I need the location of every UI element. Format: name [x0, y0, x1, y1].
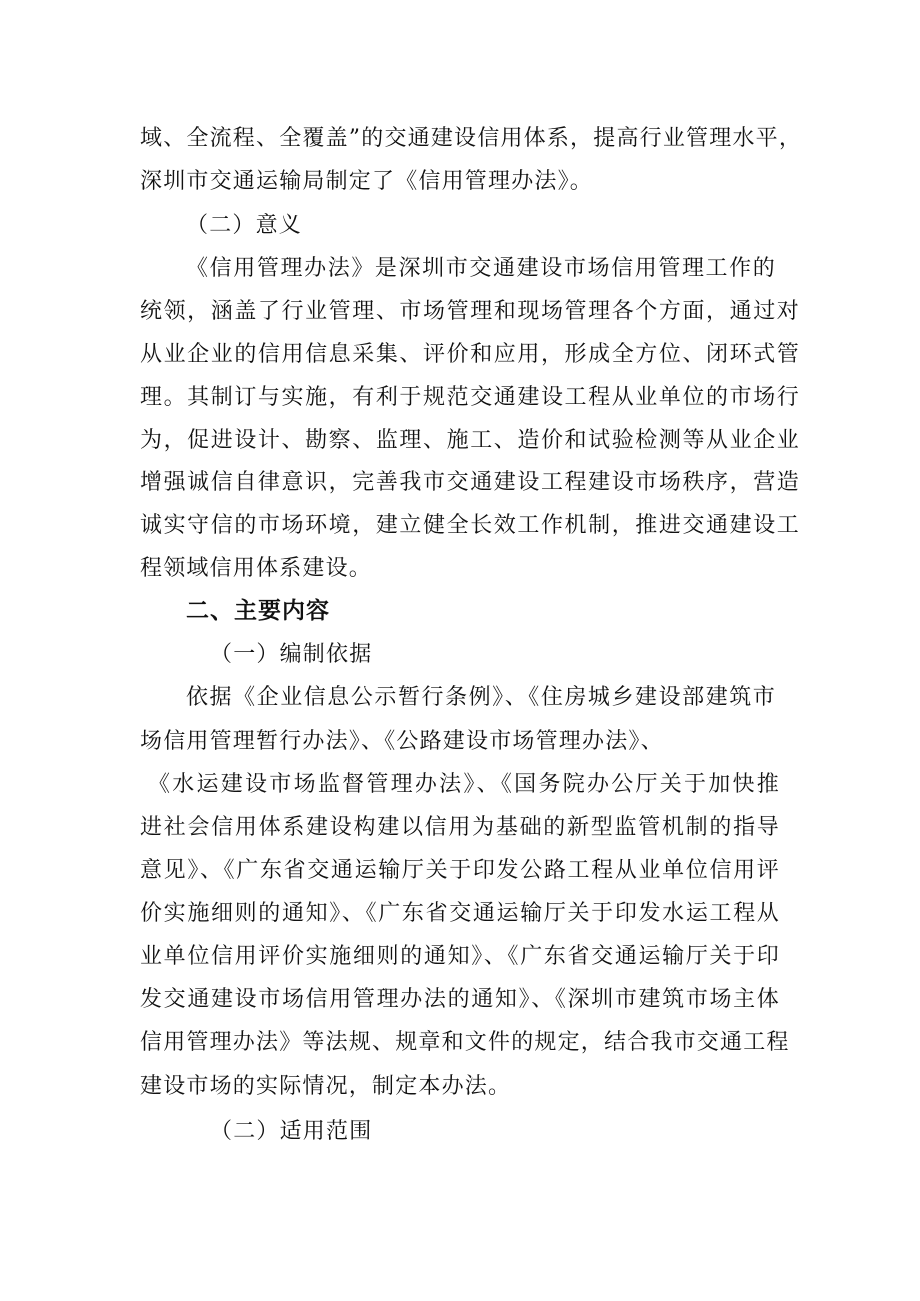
paragraph-line: 意见》、《广东省交通运输厅关于印发公路工程从业单位信用评 — [140, 858, 780, 883]
section-subheading: （二）意义 — [186, 213, 303, 238]
paragraph-line: 域、全流程、全覆盖”的交通建设信用体系，提高行业管理水平， — [140, 126, 803, 151]
paragraph-line: 诚实守信的市场环境，建立健全长效工作机制，推进交通建设工 — [140, 513, 800, 538]
paragraph-line: 统领，涵盖了行业管理、市场管理和现场管理各个方面，通过对 — [140, 299, 800, 324]
paragraph-line: 信用管理办法》等法规、规章和文件的规定，结合我市交通工程 — [140, 1030, 790, 1055]
paragraph-line: 为，促进设计、勘察、监理、施工、造价和试验检测等从业企业 — [140, 428, 800, 453]
paragraph-line: 依据《企业信息公示暂行条例》、《住房城乡建设部建筑市 — [186, 685, 776, 710]
paragraph-line: 《水运建设市场监督管理办法》、《国务院办公厅关于加快推 — [148, 772, 780, 797]
paragraph-line: 场信用管理暂行办法》、《公路建设市场管理办法》、 — [140, 729, 664, 754]
section-subheading: （一）编制依据 — [210, 642, 373, 667]
paragraph-line: 理。其制订与实施，有利于规范交通建设工程从业单位的市场行 — [140, 385, 800, 410]
paragraph-line: 从业企业的信用信息采集、评价和应用，形成全方位、闭环式管 — [140, 342, 800, 367]
paragraph-line: 深圳市交通运输局制定了《信用管理办法》。 — [140, 169, 594, 194]
paragraph-line: 《信用管理办法》是深圳市交通建设市场信用管理工作的 — [186, 256, 776, 281]
section-heading: 二、主要内容 — [186, 598, 330, 624]
paragraph-line: 发交通建设市场信用管理办法的通知》、《深圳市建筑市场主体 — [140, 987, 780, 1012]
paragraph-line: 程领域信用体系建设。 — [140, 556, 373, 581]
paragraph-line: 业单位信用评价实施细则的通知》、《广东省交通运输厅关于印 — [140, 944, 780, 969]
paragraph-line: 建设市场的实际情况，制定本办法。 — [140, 1074, 512, 1099]
paragraph-line: 增强诚信自律意识，完善我市交通建设工程建设市场秩序，营造 — [140, 470, 800, 495]
paragraph-line: 价实施细则的通知》、《广东省交通运输厅关于印发水运工程从 — [140, 901, 780, 926]
section-subheading: （二）适用范围 — [210, 1119, 373, 1144]
paragraph-line: 进社会信用体系建设构建以信用为基础的新型监管机制的指导 — [140, 815, 780, 840]
